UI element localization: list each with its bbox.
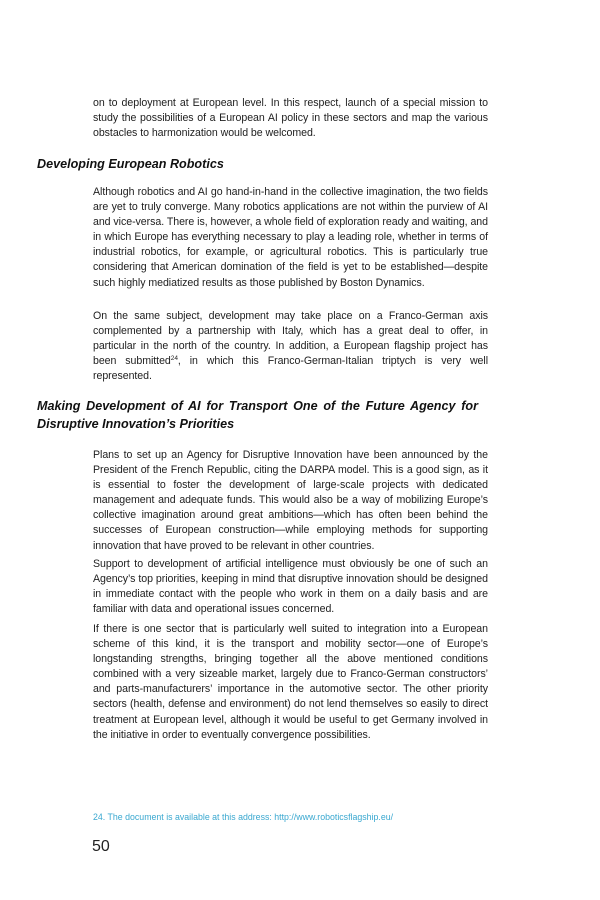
transport-paragraph-2: Support to development of artificial intelligence must obviously be one of such an Agency’s top priorities, keeping in mind that disruptive innovation should be designed in immediate contact with the people who work in them on a daily basis and are familiar with data and operational issues concerned. xyxy=(93,558,488,616)
page-number: 50 xyxy=(92,838,110,855)
transport-paragraph-3: If there is one sector that is particularly well suited to integration into a European scheme of this kind, it is the transport and mobility sector—one of Europe’s longstanding strengths, bringing together all the above mentioned conditions combined with a very sizeable market, largely due to Franco-German constructors’ and parts-manufacturers’ importance in the automotive sector. The other priority sectors (health, defense and environment) do not lend themselves so easily to direct treatment at European level, although it would be useful to get Germany involved in the initiative in order to eventually convergence possibilities. xyxy=(93,623,488,741)
footnote-reference-24[interactable]: 24 xyxy=(170,355,178,363)
footnote-24: 24. The document is available at this address: http://www.roboticsflagship.eu/ xyxy=(93,812,394,822)
robotics-paragraph-1: Although robotics and AI go hand-in-hand in the collective imagination, the two fields are yet to truly converge. Many robotics applications are not within the purview of AI and vice-versa. There is, however, a whole field of exploration ready and waiting, and in which Europe has everything necessary to play a leading role, whether in terms of industrial robotics, for example, or agricultural robotics. This is particularly true considering that American domination of the field is yet to be established—despite such highly mediatized results as those published by Boston Dynamics. xyxy=(93,186,488,289)
section-heading-robotics: Developing European Robotics xyxy=(37,157,224,171)
intro-paragraph: on to deployment at European level. In this respect, launch of a special mission to study the possibilities of a European AI policy in these sectors and map the various obstacles to harmonization would be welcomed. xyxy=(93,97,488,140)
robotics-paragraph-2 xyxy=(93,309,488,384)
robotics-paragraph-2-text-before: On the same subject, development may take place on a Franco-German axis complemented by a partnership with Italy, which has a great deal to offer, in particular in the north of the country. In addition, a European flagship project has been submitted xyxy=(93,310,488,368)
robotics-paragraph-2-text-after: , in which this Franco-German-Italian triptych is very well represented. xyxy=(93,355,488,383)
section-heading-transport: Making Development of AI for Transport One of the Future Agency for Disruptive Innovation’s Priorities xyxy=(37,399,478,431)
transport-paragraph-1: Plans to set up an Agency for Disruptive Innovation have been announced by the President of the French Republic, citing the DARPA model. This is a good sign, as it is essential to foster the development of large-scale projects with dedicated management and adequate funds. This would also be a way of mobilizing Europe’s collective imagination around great ambitions—which has often been behind the successes of European construction—while employing methods for supporting innovation that have proved to be relevant in other countries. xyxy=(93,449,488,552)
